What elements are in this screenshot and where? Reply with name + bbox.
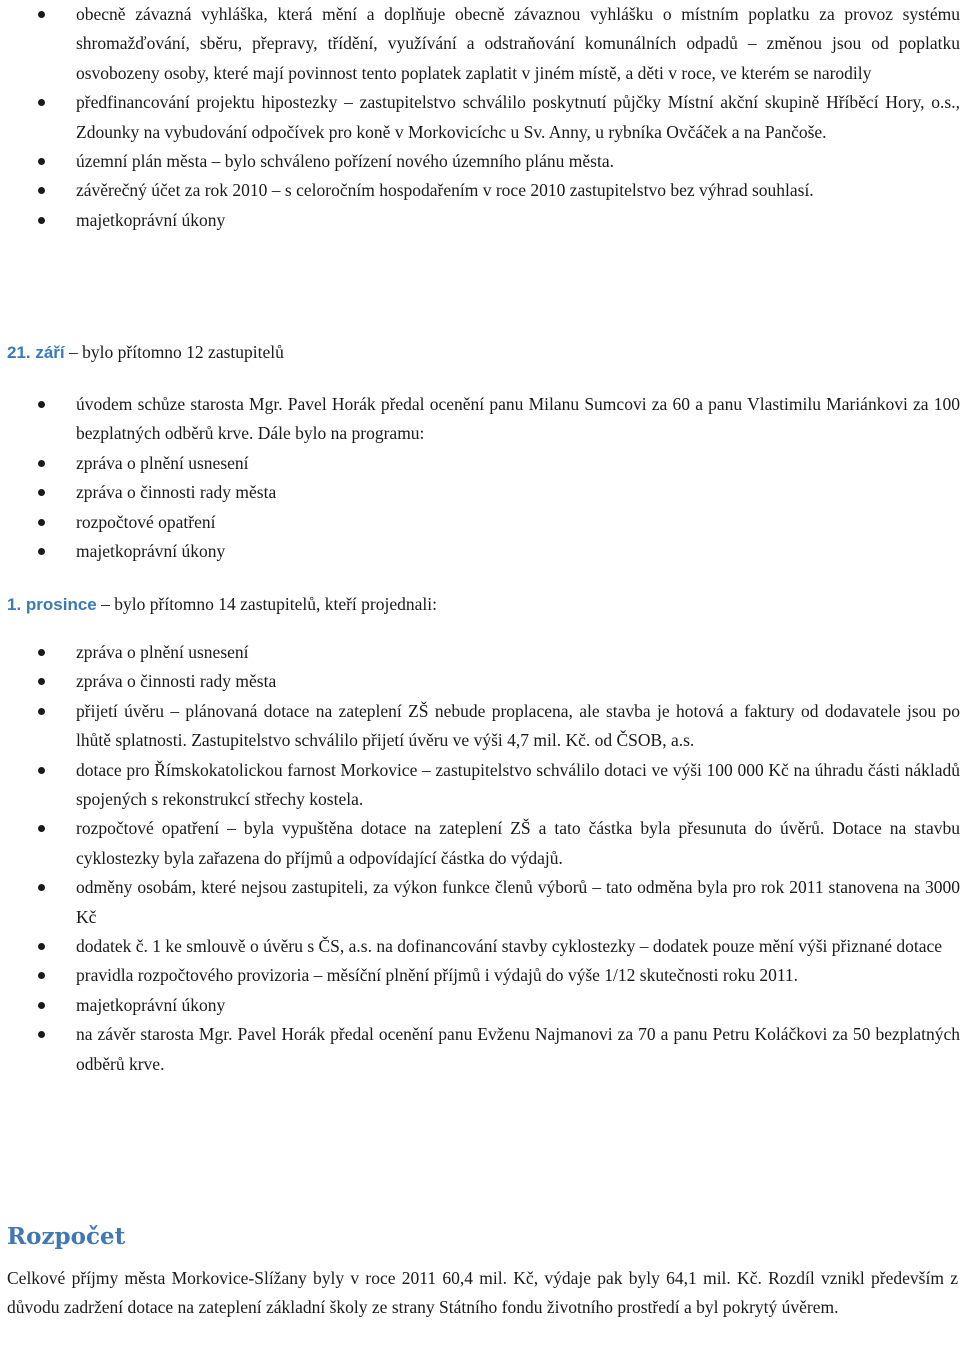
bullet-icon bbox=[38, 99, 45, 106]
bullet-icon bbox=[38, 187, 45, 194]
list-item-text: pravidla rozpočtového provizoria – měsíční plnění příjmů i výdajů do výše 1/12 skutečnosti roku 2011. bbox=[76, 965, 799, 986]
list-item bbox=[0, 206, 960, 235]
list-item bbox=[0, 638, 960, 667]
list-item bbox=[0, 1020, 960, 1079]
list-item bbox=[0, 88, 960, 147]
bullet-icon bbox=[38, 401, 45, 408]
list-item bbox=[0, 147, 960, 176]
list-item bbox=[0, 508, 960, 537]
bullet-icon bbox=[38, 489, 45, 496]
list-item bbox=[0, 449, 960, 478]
list-item bbox=[0, 932, 960, 961]
meeting-heading-december bbox=[7, 590, 957, 619]
list-item bbox=[0, 478, 960, 507]
bullet-icon bbox=[38, 972, 45, 979]
list-item-text: rozpočtové opatření bbox=[76, 511, 216, 532]
list-item-text: zpráva o činnosti rady města bbox=[76, 482, 277, 503]
list-item bbox=[0, 961, 960, 990]
meeting-date: 21. září bbox=[7, 343, 65, 362]
meeting-date: 1. prosince bbox=[7, 595, 97, 614]
december-agenda-list bbox=[0, 638, 960, 1079]
bullet-icon bbox=[38, 460, 45, 467]
list-item-text: majetkoprávní úkony bbox=[76, 994, 226, 1015]
bullet-icon bbox=[38, 519, 45, 526]
resolutions-list bbox=[0, 0, 960, 235]
list-item bbox=[0, 390, 960, 449]
list-item bbox=[0, 756, 960, 815]
bullet-icon bbox=[38, 548, 45, 555]
list-item bbox=[0, 537, 960, 566]
list-item bbox=[0, 991, 960, 1020]
meeting-heading-september bbox=[7, 338, 957, 367]
list-item-text: přijetí úvěru – plánovaná dotace na zateplení ZŠ nebude proplacena, ale stavba je hotová a faktury od dodavatele jsou po lhůtě splatnosti. Zastupitelstvo schválilo přijetí úvěru ve výši 4,7 mil. Kč. od ČSOB, a.s. bbox=[76, 700, 960, 751]
bullet-icon bbox=[38, 158, 45, 165]
bullet-icon bbox=[38, 943, 45, 950]
list-item bbox=[0, 0, 960, 88]
list-item-text: rozpočtové opatření – byla vypuštěna dotace na zateplení ZŠ a tato částka byla přesunuta do úvěrů. Dotace na stavbu cyklostezky byla zařazena do příjmů a odpovídající částka do výdajů. bbox=[76, 818, 960, 868]
list-item-text: majetkoprávní úkony bbox=[76, 209, 226, 230]
bullet-icon bbox=[38, 11, 45, 18]
bullet-icon bbox=[38, 884, 45, 891]
bullet-icon bbox=[38, 1031, 45, 1038]
bullet-icon bbox=[38, 708, 45, 715]
list-item bbox=[0, 667, 960, 696]
bullet-icon bbox=[38, 217, 45, 224]
list-item-text: obecně závazná vyhláška, která mění a doplňuje obecně závaznou vyhlášku o místním poplatku za provoz systému shromažďování, sběru, přepravy, třídění, využívání a odstraňování komunálních odpadů – změnou jsou od poplatku osvobozeny osoby, které mají povinnost tento poplatek zaplatit v jiném místě, a děti v roce, ve kterém se narodily bbox=[76, 4, 960, 83]
list-item-text: dodatek č. 1 ke smlouvě o úvěru s ČS, a.s. na dofinancování stavby cyklostezky – dodatek pouze mění výši přiznané dotace bbox=[76, 936, 943, 957]
list-item-text: odměny osobám, které nejsou zastupiteli, za výkon funkce členů výborů – tato odměna byla pro rok 2011 stanovena na 3000 Kč bbox=[76, 877, 960, 927]
list-item-text: zpráva o plnění usnesení bbox=[76, 452, 249, 473]
meeting-summary: – bylo přítomno 12 zastupitelů bbox=[64, 342, 284, 362]
budget-paragraph: Celkové příjmy města Morkovice-Slížany byly v roce 2011 60,4 mil. Kč, výdaje pak byly 64,1 mil. Kč. Rozdíl vznikl především z důvodu zadržení dotace na zateplení základní školy ze strany Státního fondu životního prostředí a byl pokrytý úvěrem. bbox=[7, 1268, 958, 1318]
list-item-text: úvodem schůze starosta Mgr. Pavel Horák předal ocenění panu Milanu Sumcovi za 60 a panu Vlastimilu Mariánkovi za 100 bezplatných odběrů krve. Dále bylo na programu: bbox=[76, 394, 960, 444]
bullet-icon bbox=[38, 1002, 45, 1009]
list-item bbox=[0, 697, 960, 756]
list-item bbox=[0, 873, 960, 932]
list-item bbox=[0, 814, 960, 873]
list-item-text: závěrečný účet za rok 2010 – s celoročním hospodařením v roce 2010 zastupitelstvo bez výhrad souhlasí. bbox=[76, 180, 814, 201]
meeting-summary: – bylo přítomno 14 zastupitelů, kteří projednali: bbox=[96, 594, 437, 614]
list-item-text: územní plán města – bylo schváleno pořízení nového územního plánu města. bbox=[76, 151, 614, 172]
list-item bbox=[0, 176, 960, 205]
list-item-text: majetkoprávní úkony bbox=[76, 541, 226, 562]
september-agenda-list bbox=[0, 390, 960, 566]
list-item-text: předfinancování projektu hipostezky – zastupitelstvo schválilo poskytnutí půjčky Místní akční skupině Hříběcí Hory, o.s., Zdounky na vybudování odpočívek pro koně v Morkovicíchc u Sv. Anny, u rybníka Ovčáček a na Pančoše. bbox=[76, 92, 960, 142]
bullet-icon bbox=[38, 649, 45, 656]
list-item-text: dotace pro Římskokatolickou farnost Morkovice – zastupitelstvo schválilo dotaci ve výši 100 000 Kč na úhradu části nákladů spojených s rekonstrukcí střechy kostela. bbox=[76, 759, 960, 810]
list-item-text: zpráva o činnosti rady města bbox=[76, 671, 277, 692]
list-item-text: zpráva o plnění usnesení bbox=[76, 642, 249, 662]
bullet-icon bbox=[38, 767, 45, 774]
bullet-icon bbox=[38, 825, 45, 832]
bullet-icon bbox=[38, 678, 45, 685]
list-item-text: na závěr starosta Mgr. Pavel Horák předal ocenění panu Evženu Najmanovi za 70 a panu Petru Koláčkovi za 50 bezplatných odběrů krve. bbox=[76, 1024, 960, 1074]
section-heading-budget: Rozpočet bbox=[7, 1223, 126, 1250]
